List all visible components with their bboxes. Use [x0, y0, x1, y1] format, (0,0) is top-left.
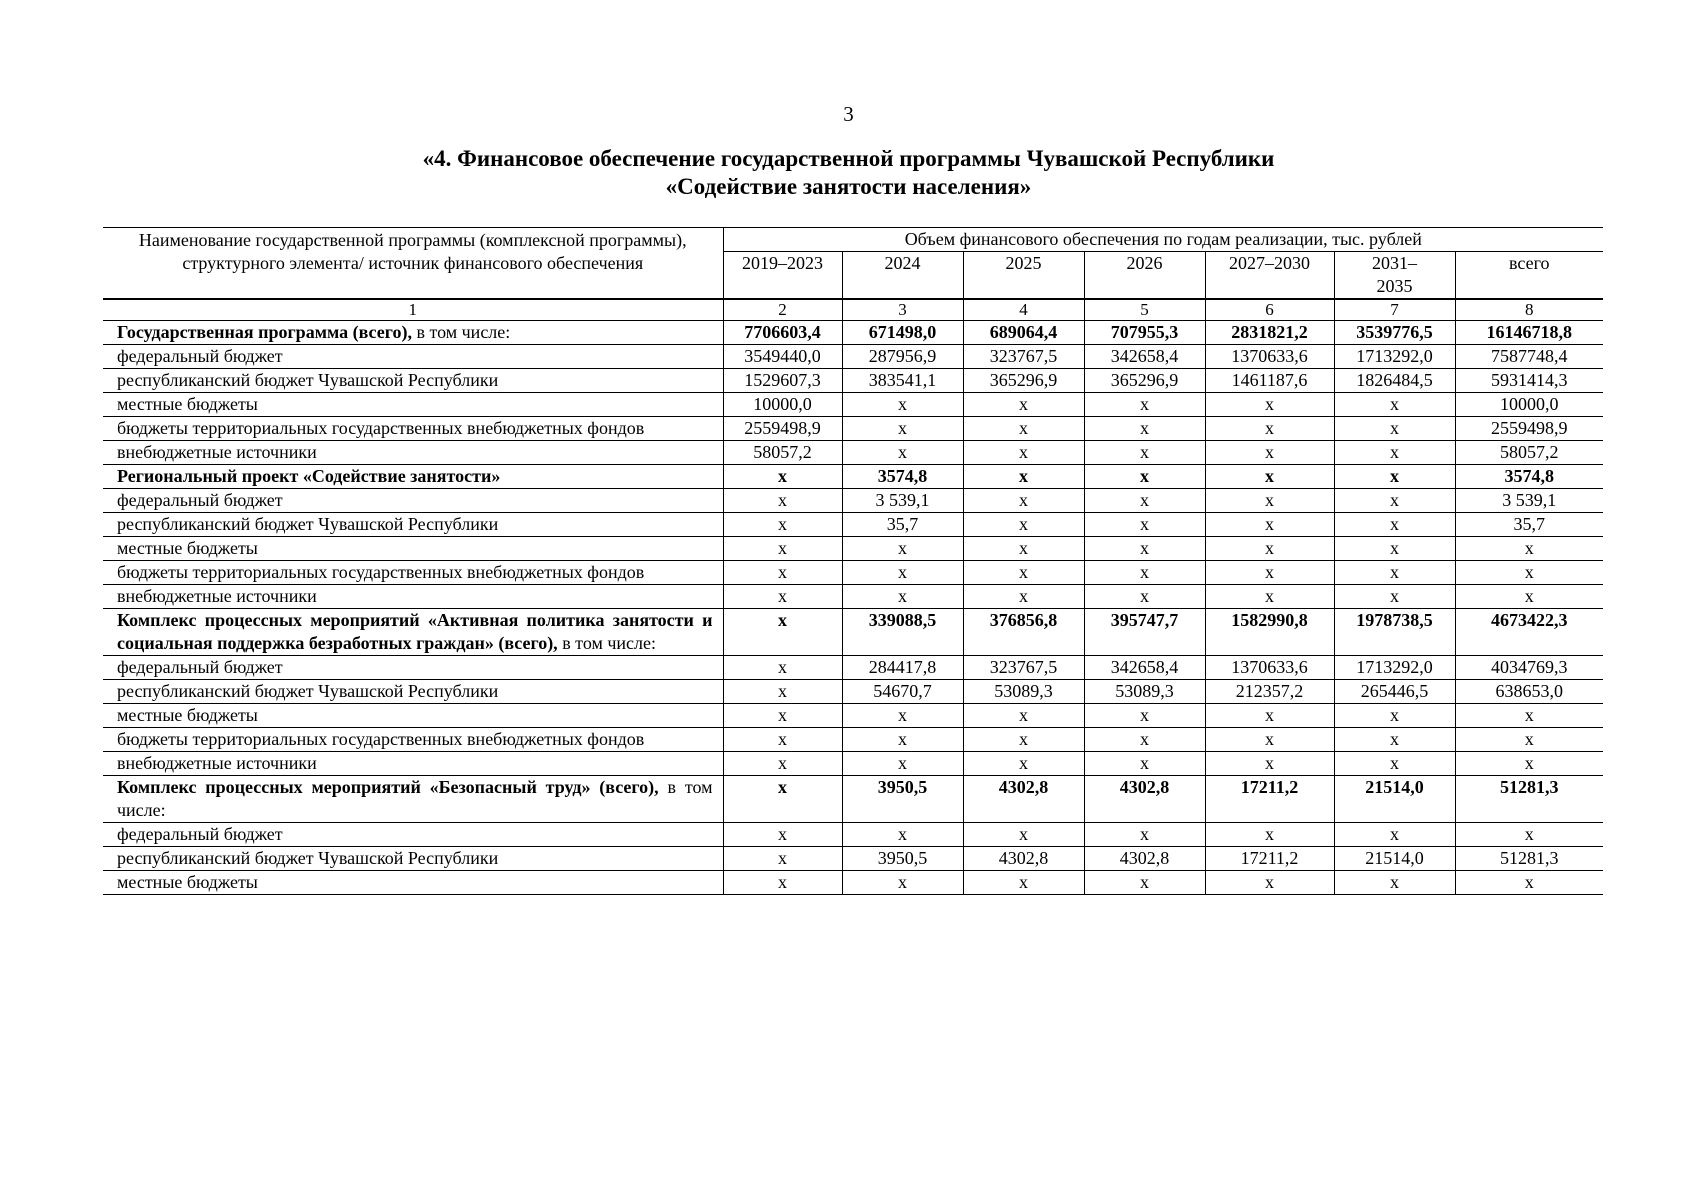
value-cell: х: [963, 513, 1084, 537]
value-cell: 265446,5: [1334, 680, 1455, 704]
header-year: 2027–2030: [1205, 252, 1334, 300]
value-cell: х: [1084, 537, 1205, 561]
table-row: [103, 489, 1603, 513]
value-cell: 4302,8: [963, 847, 1084, 871]
value-cell: х: [1084, 585, 1205, 609]
value-cell: х: [842, 823, 963, 847]
row-label-main: Комплекс процессных мероприятий «Безопасный труд» (всего),: [117, 777, 659, 797]
value-cell: х: [842, 537, 963, 561]
value-cell: х: [1334, 393, 1455, 417]
value-cell: 1370633,6: [1205, 656, 1334, 680]
value-cell: х: [1205, 585, 1334, 609]
value-cell: х: [1455, 871, 1603, 895]
table-row: [103, 847, 1603, 871]
row-label: [103, 417, 723, 441]
table-row: [103, 393, 1603, 417]
value-cell: 4302,8: [1084, 776, 1205, 823]
row-label-tail: в том числе:: [411, 322, 511, 342]
value-cell: х: [963, 393, 1084, 417]
table-row: [103, 369, 1603, 393]
row-label: [103, 728, 723, 752]
value-cell: х: [1205, 704, 1334, 728]
row-label-main: местные бюджеты: [117, 705, 258, 725]
value-cell: 212357,2: [1205, 680, 1334, 704]
column-number: 8: [1455, 299, 1603, 321]
value-cell: 5931414,3: [1455, 369, 1603, 393]
value-cell: х: [1334, 465, 1455, 489]
value-cell: х: [842, 728, 963, 752]
value-cell: 54670,7: [842, 680, 963, 704]
row-label-main: бюджеты территориальных государственных внебюджетных фондов: [117, 729, 645, 749]
row-label-main: бюджеты территориальных государственных внебюджетных фондов: [117, 562, 645, 582]
value-cell: 3 539,1: [1455, 489, 1603, 513]
value-cell: 287956,9: [842, 345, 963, 369]
value-cell: х: [963, 704, 1084, 728]
table-row: [103, 776, 1603, 823]
value-cell: х: [1455, 537, 1603, 561]
value-cell: 1529607,3: [723, 369, 842, 393]
value-cell: х: [1205, 561, 1334, 585]
value-cell: 16146718,8: [1455, 321, 1603, 345]
value-cell: х: [1334, 728, 1455, 752]
row-label-main: Государственная программа (всего),: [117, 322, 412, 342]
value-cell: х: [1334, 752, 1455, 776]
value-cell: х: [723, 656, 842, 680]
value-cell: х: [1205, 465, 1334, 489]
value-cell: х: [963, 489, 1084, 513]
value-cell: 17211,2: [1205, 776, 1334, 823]
value-cell: 339088,5: [842, 609, 963, 656]
value-cell: х: [1334, 537, 1455, 561]
column-number: 1: [103, 299, 723, 321]
value-cell: 1370633,6: [1205, 345, 1334, 369]
row-label: [103, 656, 723, 680]
value-cell: х: [723, 513, 842, 537]
value-cell: х: [1334, 417, 1455, 441]
value-cell: х: [1205, 871, 1334, 895]
header-total: всего: [1455, 252, 1603, 300]
value-cell: х: [1334, 585, 1455, 609]
row-label-main: местные бюджеты: [117, 538, 258, 558]
value-cell: х: [963, 417, 1084, 441]
value-cell: 3950,5: [842, 847, 963, 871]
row-label: [103, 513, 723, 537]
value-cell: х: [1084, 441, 1205, 465]
value-cell: х: [723, 585, 842, 609]
value-cell: х: [842, 393, 963, 417]
value-cell: 1713292,0: [1334, 656, 1455, 680]
table-row: [103, 345, 1603, 369]
value-cell: х: [963, 871, 1084, 895]
value-cell: х: [1084, 823, 1205, 847]
value-cell: х: [1084, 417, 1205, 441]
title-line-1: «4. Финансовое обеспечение государственной программы Чувашской Республики: [422, 146, 1275, 171]
row-label-main: бюджеты территориальных государственных внебюджетных фондов: [117, 418, 645, 438]
value-cell: х: [723, 728, 842, 752]
value-cell: х: [1084, 728, 1205, 752]
value-cell: х: [723, 489, 842, 513]
value-cell: х: [723, 823, 842, 847]
value-cell: х: [842, 417, 963, 441]
table-row: [103, 823, 1603, 847]
row-label: [103, 752, 723, 776]
value-cell: х: [1205, 417, 1334, 441]
value-cell: 51281,3: [1455, 776, 1603, 823]
row-label-main: республиканский бюджет Чувашской Республики: [117, 848, 499, 868]
value-cell: х: [1205, 441, 1334, 465]
table-row: [103, 537, 1603, 561]
column-number: 4: [963, 299, 1084, 321]
value-cell: 383541,1: [842, 369, 963, 393]
value-cell: 4302,8: [963, 776, 1084, 823]
table-row: [103, 465, 1603, 489]
header-name-column: Наименование государственной программы (комплексной программы), структурного элемента/ источник финансового обеспечения: [103, 228, 723, 300]
column-number: 3: [842, 299, 963, 321]
value-cell: х: [1084, 871, 1205, 895]
value-cell: 21514,0: [1334, 847, 1455, 871]
row-label-main: Региональный проект «Содействие занятости»: [117, 466, 501, 486]
row-label-main: федеральный бюджет: [117, 824, 283, 844]
value-cell: х: [723, 776, 842, 823]
table-row: [103, 609, 1603, 656]
value-cell: х: [1455, 585, 1603, 609]
row-label-main: федеральный бюджет: [117, 346, 283, 366]
header-year: 2024: [842, 252, 963, 300]
value-cell: 2559498,9: [723, 417, 842, 441]
value-cell: х: [723, 680, 842, 704]
row-label: [103, 585, 723, 609]
value-cell: 53089,3: [1084, 680, 1205, 704]
row-label: [103, 847, 723, 871]
row-label-main: Комплекс процессных мероприятий «Активная политика занятости и социальная поддержка безработных граждан» (всего),: [117, 610, 713, 653]
table-row: [103, 585, 1603, 609]
value-cell: 3 539,1: [842, 489, 963, 513]
row-label: [103, 345, 723, 369]
row-label: [103, 441, 723, 465]
value-cell: 53089,3: [963, 680, 1084, 704]
header-year: 2026: [1084, 252, 1205, 300]
value-cell: 284417,8: [842, 656, 963, 680]
value-cell: х: [1084, 489, 1205, 513]
value-cell: 10000,0: [723, 393, 842, 417]
value-cell: х: [1455, 752, 1603, 776]
value-cell: х: [963, 561, 1084, 585]
table-row: [103, 871, 1603, 895]
value-cell: х: [842, 585, 963, 609]
value-cell: 3539776,5: [1334, 321, 1455, 345]
row-label-main: республиканский бюджет Чувашской Республики: [117, 514, 499, 534]
value-cell: 707955,3: [1084, 321, 1205, 345]
column-number: 6: [1205, 299, 1334, 321]
value-cell: х: [1334, 561, 1455, 585]
value-cell: х: [842, 441, 963, 465]
page-number: 3: [843, 102, 854, 126]
value-cell: 58057,2: [723, 441, 842, 465]
value-cell: 3574,8: [842, 465, 963, 489]
row-label-main: федеральный бюджет: [117, 490, 283, 510]
value-cell: х: [1455, 704, 1603, 728]
value-cell: х: [963, 752, 1084, 776]
value-cell: х: [963, 441, 1084, 465]
row-label-tail: в том числе:: [557, 633, 657, 653]
value-cell: 671498,0: [842, 321, 963, 345]
column-number: 7: [1334, 299, 1455, 321]
table-row: [103, 680, 1603, 704]
value-cell: 365296,9: [1084, 369, 1205, 393]
value-cell: 1826484,5: [1334, 369, 1455, 393]
value-cell: 342658,4: [1084, 656, 1205, 680]
value-cell: х: [1334, 704, 1455, 728]
value-cell: 4302,8: [1084, 847, 1205, 871]
value-cell: х: [963, 465, 1084, 489]
header-row-1: [103, 228, 1603, 252]
value-cell: х: [1334, 513, 1455, 537]
row-label: [103, 489, 723, 513]
value-cell: 376856,8: [963, 609, 1084, 656]
value-cell: 323767,5: [963, 345, 1084, 369]
value-cell: х: [1455, 561, 1603, 585]
column-number: 5: [1084, 299, 1205, 321]
value-cell: 7587748,4: [1455, 345, 1603, 369]
header-year: 2025: [963, 252, 1084, 300]
value-cell: 689064,4: [963, 321, 1084, 345]
value-cell: 2559498,9: [1455, 417, 1603, 441]
value-cell: 10000,0: [1455, 393, 1603, 417]
value-cell: х: [723, 871, 842, 895]
value-cell: 365296,9: [963, 369, 1084, 393]
value-cell: х: [1084, 513, 1205, 537]
row-label-main: республиканский бюджет Чувашской Республики: [117, 681, 499, 701]
value-cell: х: [963, 823, 1084, 847]
value-cell: х: [842, 752, 963, 776]
row-label: [103, 321, 723, 345]
value-cell: 35,7: [1455, 513, 1603, 537]
row-label-tail: в том числе:: [117, 777, 713, 820]
value-cell: 4673422,3: [1455, 609, 1603, 656]
row-label: [103, 537, 723, 561]
financing-table: [103, 227, 1603, 895]
column-numbers-row: [103, 299, 1603, 321]
row-label: [103, 393, 723, 417]
value-cell: х: [1334, 871, 1455, 895]
row-label-main: республиканский бюджет Чувашской Республики: [117, 370, 499, 390]
table-row: [103, 417, 1603, 441]
value-cell: х: [1205, 537, 1334, 561]
table-row: [103, 321, 1603, 345]
row-label: [103, 609, 723, 656]
row-label: [103, 871, 723, 895]
value-cell: 1582990,8: [1205, 609, 1334, 656]
value-cell: 4034769,3: [1455, 656, 1603, 680]
value-cell: 1461187,6: [1205, 369, 1334, 393]
value-cell: х: [842, 561, 963, 585]
value-cell: х: [1084, 561, 1205, 585]
value-cell: х: [1084, 704, 1205, 728]
row-label-main: внебюджетные источники: [117, 753, 317, 773]
value-cell: 3549440,0: [723, 345, 842, 369]
row-label: [103, 704, 723, 728]
value-cell: х: [1205, 752, 1334, 776]
value-cell: 342658,4: [1084, 345, 1205, 369]
value-cell: х: [1455, 728, 1603, 752]
row-label-main: внебюджетные источники: [117, 442, 317, 462]
row-label: [103, 823, 723, 847]
value-cell: 21514,0: [1334, 776, 1455, 823]
row-label: [103, 369, 723, 393]
value-cell: 1713292,0: [1334, 345, 1455, 369]
value-cell: х: [723, 561, 842, 585]
value-cell: х: [963, 728, 1084, 752]
value-cell: х: [1205, 489, 1334, 513]
value-cell: х: [1205, 513, 1334, 537]
value-cell: х: [723, 465, 842, 489]
value-cell: х: [723, 847, 842, 871]
row-label: [103, 465, 723, 489]
value-cell: 51281,3: [1455, 847, 1603, 871]
value-cell: х: [723, 537, 842, 561]
value-cell: 7706603,4: [723, 321, 842, 345]
value-cell: 1978738,5: [1334, 609, 1455, 656]
title-line-2: «Содействие занятости населения»: [665, 174, 1032, 199]
value-cell: х: [723, 752, 842, 776]
column-number: 2: [723, 299, 842, 321]
value-cell: 3950,5: [842, 776, 963, 823]
value-cell: х: [1334, 489, 1455, 513]
table-row: [103, 752, 1603, 776]
row-label-main: местные бюджеты: [117, 872, 258, 892]
value-cell: 17211,2: [1205, 847, 1334, 871]
value-cell: х: [723, 609, 842, 656]
value-cell: х: [1334, 441, 1455, 465]
table-row: [103, 513, 1603, 537]
value-cell: 323767,5: [963, 656, 1084, 680]
table-row: [103, 561, 1603, 585]
value-cell: 395747,7: [1084, 609, 1205, 656]
value-cell: х: [842, 704, 963, 728]
value-cell: х: [1334, 823, 1455, 847]
value-cell: 35,7: [842, 513, 963, 537]
header-group: Объем финансового обеспечения по годам реализации, тыс. рублей: [723, 228, 1603, 252]
value-cell: 58057,2: [1455, 441, 1603, 465]
row-label-main: федеральный бюджет: [117, 657, 283, 677]
value-cell: х: [1084, 465, 1205, 489]
document-title: [0, 145, 1697, 201]
row-label-main: внебюджетные источники: [117, 586, 317, 606]
header-year: 2019–2023: [723, 252, 842, 300]
value-cell: х: [963, 585, 1084, 609]
header-year: 2031–2035: [1334, 252, 1455, 300]
row-label: [103, 561, 723, 585]
value-cell: х: [1205, 393, 1334, 417]
value-cell: х: [963, 537, 1084, 561]
table-row: [103, 704, 1603, 728]
table-row: [103, 656, 1603, 680]
value-cell: х: [842, 871, 963, 895]
value-cell: х: [1205, 728, 1334, 752]
value-cell: 2831821,2: [1205, 321, 1334, 345]
value-cell: х: [1084, 752, 1205, 776]
value-cell: 638653,0: [1455, 680, 1603, 704]
value-cell: х: [723, 704, 842, 728]
value-cell: х: [1455, 823, 1603, 847]
row-label: [103, 680, 723, 704]
value-cell: х: [1205, 823, 1334, 847]
row-label: [103, 776, 723, 823]
value-cell: х: [1084, 393, 1205, 417]
value-cell: 3574,8: [1455, 465, 1603, 489]
table-row: [103, 728, 1603, 752]
row-label-main: местные бюджеты: [117, 394, 258, 414]
table-row: [103, 441, 1603, 465]
